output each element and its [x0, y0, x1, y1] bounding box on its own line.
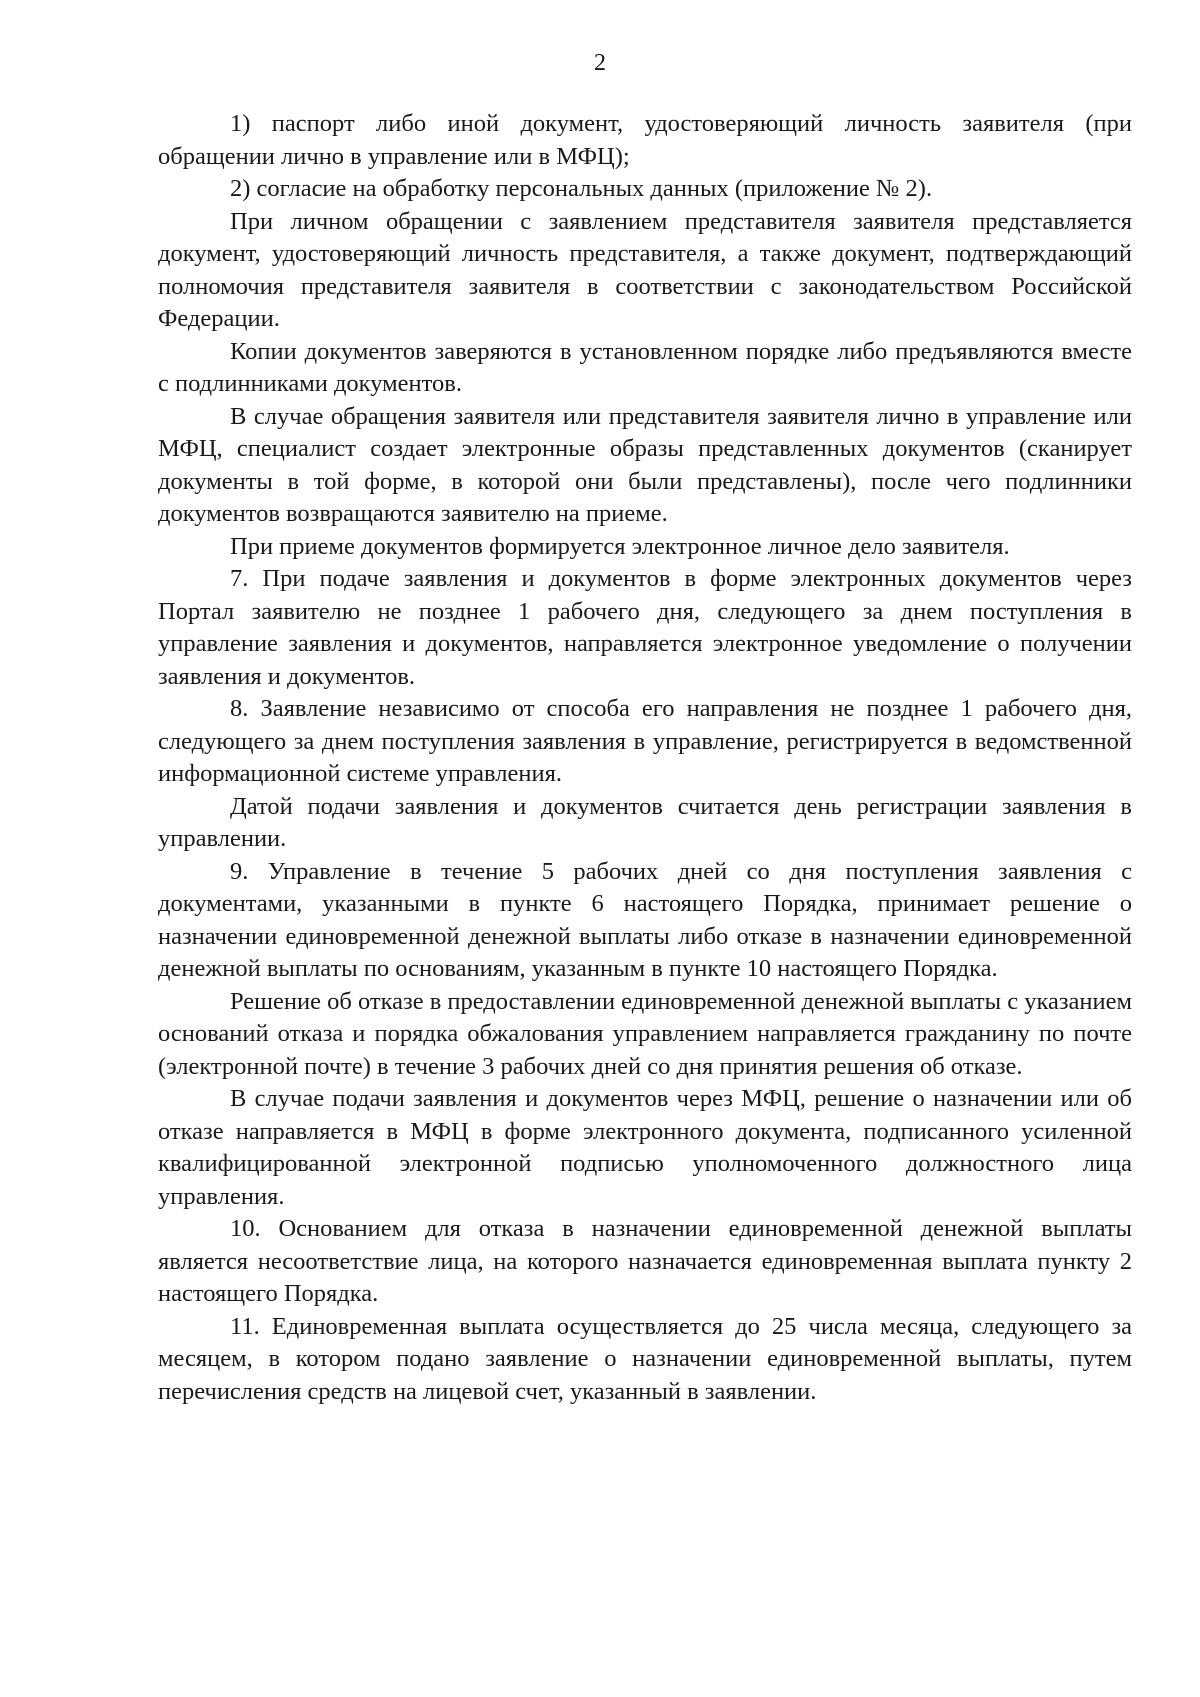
paragraph: 8. Заявление независимо от способа его направления не позднее 1 рабочего дня, следующего за днем поступления заявления в управление, регистрируется в ведомственной информационной системе управления. [158, 695, 1132, 787]
paragraph: 7. При подаче заявления и документов в форме электронных документов через Портал заявителю не позднее 1 рабочего дня, следующего за днем поступления в управление заявления и документов, направляется электронное уведомление о получении заявления и документов. [158, 565, 1132, 690]
document-body [158, 108, 1132, 1408]
paragraph: 1) паспорт либо иной документ, удостоверяющий личность заявителя (при обращении лично в управление или в МФЦ); [158, 110, 1132, 170]
paragraph: В случае подачи заявления и документов через МФЦ, решение о назначении или об отказе направляется в МФЦ в форме электронного документа, подписанного усиленной квалифицированной электронной подписью уполномоченного должностного лица управления. [158, 1085, 1132, 1210]
paragraph: Копии документов заверяются в установленном порядке либо предъявляются вместе с подлинниками документов. [158, 337, 1132, 397]
paragraph: Решение об отказе в предоставлении единовременной денежной выплаты с указанием оснований отказа и порядка обжалования управлением направляется гражданину по почте (электронной почте) в течение 3 рабочих дней со дня принятия решения об отказе. [158, 987, 1133, 1080]
page-number: 2 [594, 50, 606, 76]
paragraph: 9. Управление в течение 5 рабочих дней со дня поступления заявления с документами, указанными в пункте 6 настоящего Порядка, принимает решение о назначении единовременной денежной выплаты либо отказе в назначении единовременной денежной выплаты по основаниям, указанным в пункте 10 настоящего Порядка. [158, 857, 1132, 982]
paragraph: Датой подачи заявления и документов считается день регистрации заявления в управлении. [158, 792, 1132, 852]
paragraph: 2) согласие на обработку персональных данных (приложение № 2). [230, 175, 933, 202]
paragraph: 11. Единовременная выплата осуществляется до 25 числа месяца, следующего за месяцем, в котором подано заявление о назначении единовременной выплаты, путем перечисления средств на лицевой счет, указанный в заявлении. [158, 1312, 1132, 1405]
paragraph: В случае обращения заявителя или представителя заявителя лично в управление или МФЦ, специалист создает электронные образы представленных документов (сканирует документы в той форме, в которой они были представлены), после чего подлинники документов возвращаются заявителю на приеме. [158, 402, 1132, 527]
paragraph: 10. Основанием для отказа в назначении единовременной денежной выплаты является несоответствие лица, на которого назначается единовременная выплата пункту 2 настоящего Порядка. [158, 1215, 1132, 1307]
paragraph: При личном обращении с заявлением представителя заявителя представляется документ, удостоверяющий личность представителя, а также документ, подтверждающий полномочия представителя заявителя в соответствии с законодательством Российской Федерации. [158, 207, 1132, 332]
paragraph: При приеме документов формируется электронное личное дело заявителя. [230, 532, 1010, 560]
